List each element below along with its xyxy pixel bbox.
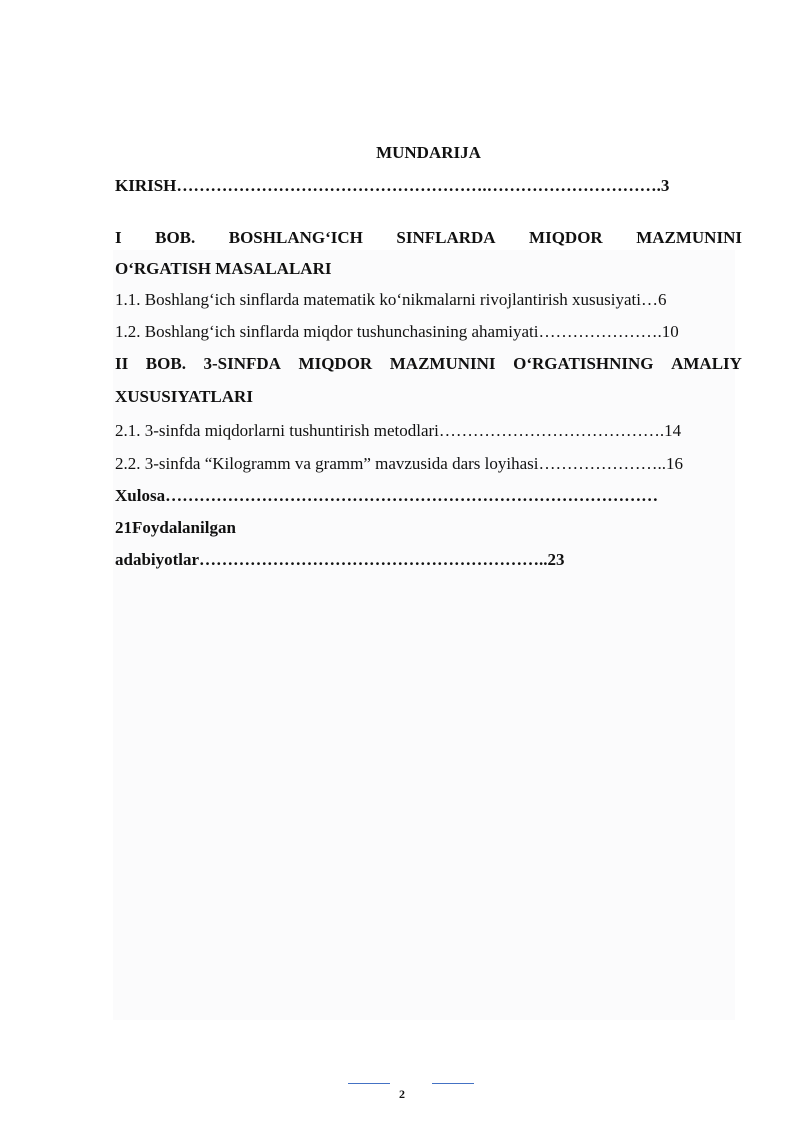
toc-chapter1-line2: O‘RGATISH MASALALARI [115,259,332,278]
toc-word: MIQDOR [298,354,373,373]
toc-word: BOSHLANG‘ICH [228,228,363,247]
toc-entry-1-2: 1.2. Boshlang‘ich sinflarda miqdor tushunchasining ahamiyati………………….10 [115,322,679,341]
toc-word: II [115,354,129,373]
toc-entry-conclusion: Xulosa…………………………………………………………………………… [115,486,659,505]
toc-chapter2-line1 [115,353,742,375]
toc-word: BOB. [145,354,186,373]
footer-rule-right [432,1083,474,1084]
toc-entry-2-1: 2.1. 3-sinfda miqdorlarni tushuntirish metodlari………………………………….14 [115,421,682,440]
toc-entry-conclusion-page: 21Foydalanilgan [115,518,236,537]
toc-chapter2-line2: XUSUSIYATLARI [115,387,253,406]
toc-word: BOB. [155,228,196,247]
toc-word: MAZMUNINI [389,354,496,373]
footer-rule-left [348,1083,390,1084]
toc-word: I [115,228,122,247]
toc-word: MIQDOR [529,228,603,247]
toc-entry-1-1: 1.1. Boshlang‘ich sinflarda matematik ko‘nikmalarni rivojlantirish xususiyati…6 [115,290,667,309]
toc-chapter1-line1 [115,227,742,249]
toc-entry-2-2: 2.2. 3-sinfda “Kilogramm va gramm” mavzusida dars loyihasi…………………..16 [115,454,683,473]
toc-word: SINFLARDA [396,228,496,247]
toc-word: MAZMUNINI [636,228,742,247]
page-number: 2 [399,1087,405,1101]
toc-word: 3-SINFDA [203,354,281,373]
toc-title: MUNDARIJA [376,143,481,162]
toc-word: O‘RGATISHNING [513,354,654,373]
toc-entry-intro: KIRISH……………………………………………….………………………….3 [115,176,670,195]
toc-entry-references: adabiyotlar……………………………………………………..23 [115,550,565,569]
toc-word: AMALIY [671,354,742,373]
